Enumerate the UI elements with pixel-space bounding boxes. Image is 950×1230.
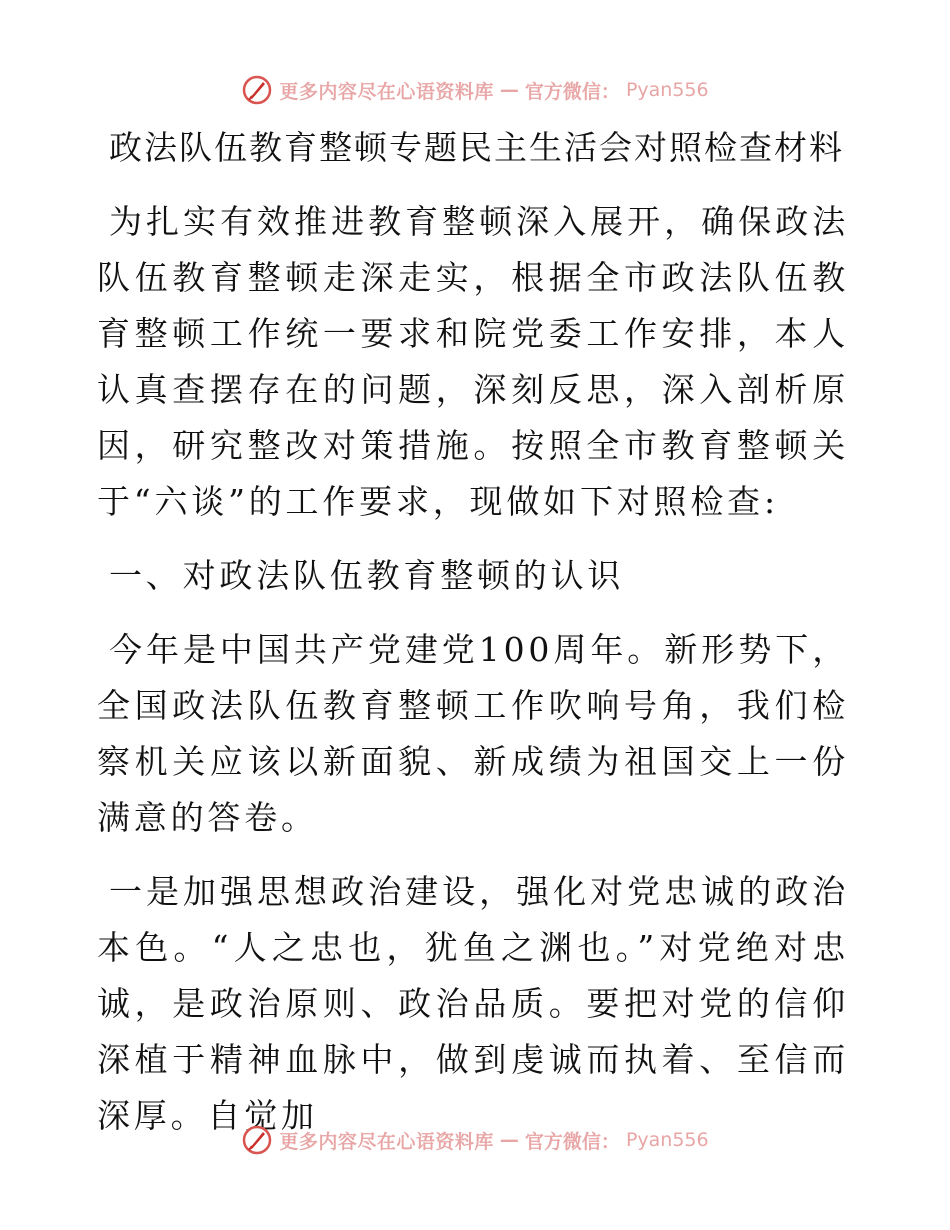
feather-pen-circle-icon — [241, 1124, 273, 1156]
watermark-site-text: 更多内容尽在心语资料库 — [279, 80, 494, 103]
feather-pen-circle-icon — [241, 74, 273, 106]
document-body — [97, 122, 849, 1144]
watermark-site-text: 更多内容尽在心语资料库 — [279, 1130, 494, 1153]
document-title: 政法队伍教育整顿专题民主生活会对照检查材料 — [109, 128, 844, 167]
section-heading: 一、对政法队伍教育整顿的认识 — [109, 556, 625, 595]
watermark-banner-top — [0, 70, 950, 110]
watermark-wechat-label: 官方微信： — [524, 80, 620, 103]
body-paragraph: 一是加强思想政治建设，强化对党忠诚的政治本色。“人之忠也，犹鱼之渊也。”对党绝对忠诚，是政治原则、政治品质。要把对党的信仰深植于精神血脉中，做到虔诚而执着、至信而深厚。自觉加 — [97, 872, 849, 1135]
watermark-wechat-label: 官方微信： — [524, 1130, 620, 1153]
body-paragraph: 今年是中国共产党建党100周年。新形势下，全国政法队伍教育整顿工作吹响号角，我们检察机关应该以新面貌、新成绩为祖国交上一份满意的答卷。 — [97, 630, 849, 837]
watermark-banner-bottom — [0, 1120, 950, 1160]
watermark-wechat-id: Pyan556 — [625, 1129, 709, 1151]
watermark-separator: — — [499, 79, 519, 101]
intro-paragraph: 为扎实有效推进教育整顿深入展开，确保政法队伍教育整顿走深走实，根据全市政法队伍教育整顿工作统一要求和院党委工作安排，本人认真查摆存在的问题，深刻反思，深入剖析原因，研究整改对策措施。按照全市教育整顿关于“六谈”的工作要求，现做如下对照检查: — [97, 202, 849, 521]
watermark-wechat-id: Pyan556 — [625, 79, 709, 101]
watermark-separator: — — [499, 1129, 519, 1151]
